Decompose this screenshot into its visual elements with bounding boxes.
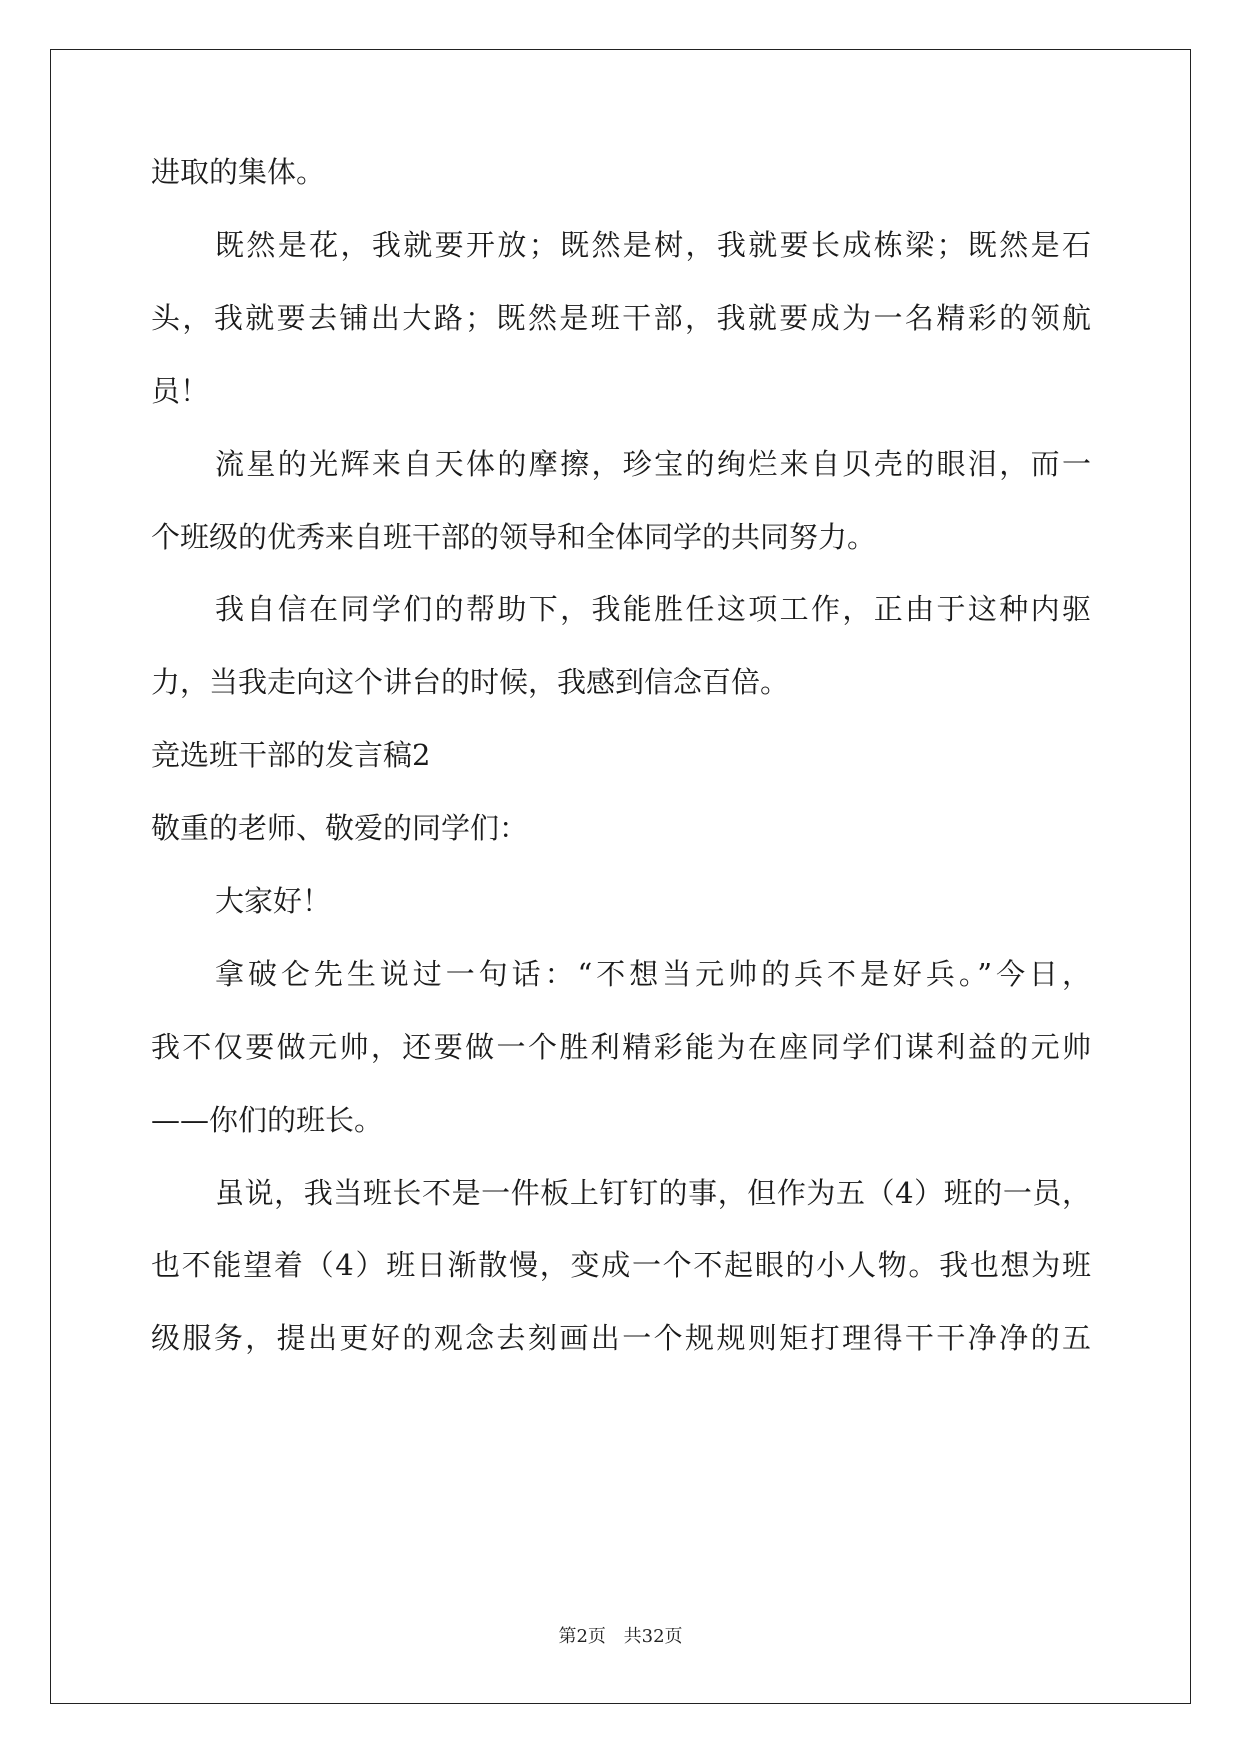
salutation: 敬重的老师、敬爱的同学们： xyxy=(151,811,529,845)
text-line: 个班级的优秀来自班干部的领导和全体同学的共同努力。 xyxy=(151,520,877,554)
text-line: ——你们的班长。 xyxy=(151,1103,384,1137)
text-line: 力，当我走向这个讲台的时候，我感到信念百倍。 xyxy=(151,665,790,699)
text-line: 员！ xyxy=(151,374,210,408)
greeting: 大家好！ xyxy=(215,884,332,918)
page-footer xyxy=(0,1625,1241,1649)
text-line: 头，我就要去铺出大路；既然是班干部，我就要成为一名精彩的领航 xyxy=(151,301,1091,335)
page-number: 第2页 xyxy=(558,1626,606,1647)
total-pages: 共32页 xyxy=(623,1626,683,1647)
section-heading: 竞选班干部的发言稿2 xyxy=(151,738,431,772)
text-line: 我自信在同学们的帮助下，我能胜任这项工作，正由于这种内驱 xyxy=(215,592,1091,626)
text-line: 级服务，提出更好的观念去刻画出一个规规则矩打理得干干净净的五 xyxy=(151,1321,1091,1355)
text-line: 进取的集体。 xyxy=(151,155,326,189)
text-line: 虽说，我当班长不是一件板上钉钉的事，但作为五（4）班的一员， xyxy=(215,1176,1091,1210)
text-line: 既然是花，我就要开放；既然是树，我就要长成栋梁；既然是石 xyxy=(215,228,1091,262)
text-line: 拿破仑先生说过一句话：“不想当元帅的兵不是好兵。”今日， xyxy=(215,957,1091,991)
text-line: 流星的光辉来自天体的摩擦，珍宝的绚烂来自贝壳的眼泪，而一 xyxy=(215,447,1091,481)
text-line: 我不仅要做元帅，还要做一个胜利精彩能为在座同学们谋利益的元帅 xyxy=(151,1030,1091,1064)
text-line: 也不能望着（4）班日渐散慢，变成一个不起眼的小人物。我也想为班 xyxy=(151,1248,1091,1282)
